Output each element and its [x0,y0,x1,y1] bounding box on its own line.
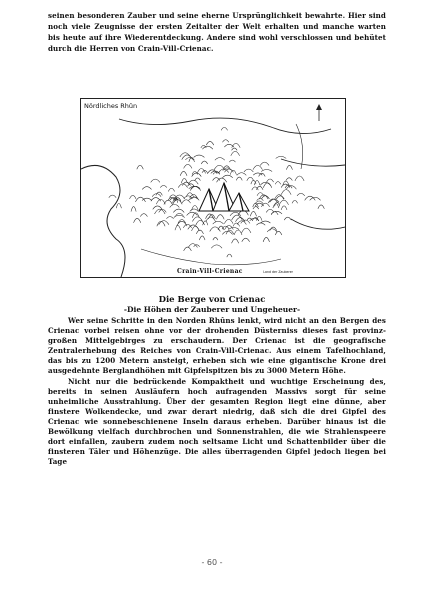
mountain-hatch [137,165,143,169]
mountain-hatch [206,141,214,145]
map-mountains [109,127,325,257]
mountain-hatch [228,227,239,229]
mountain-hatch [206,217,216,222]
mountain-hatch [190,209,198,211]
mountain-hatch [213,238,218,241]
mountain-hatch [151,179,160,182]
mountain-hatch [231,151,240,155]
mountain-hatch [222,175,232,178]
mountain-hatch [222,140,228,143]
mountain-hatch [180,171,187,175]
mountain-hatch [142,187,151,190]
mountain-hatch [196,230,203,234]
mountain-hatch [275,195,284,200]
mountain-hatch [180,153,191,157]
mountain-hatch [133,218,140,222]
mountain-hatch [247,177,254,181]
mountain-hatch [236,177,242,180]
map-border [291,219,345,229]
mountain-hatch [250,211,256,216]
mountain-hatch [184,164,192,168]
mountain-hatch [159,209,167,212]
mountain-hatch [130,195,136,198]
mountain-hatch [182,155,193,160]
mountain-hatch [181,179,187,184]
body-text [48,316,386,467]
mountain-hatch [160,186,167,188]
intro-text: seinen besonderen Zauber und seine eherne Ursprünglichkeit bewahrte. Hier sind noch viele Zeugnisse der ersten Zeitalter der Welt erhalten und manche warten bis heute auf ihre Wiederentdeckung. Andere sind wohl verschlossen und behütet durch die Herren von Crain-Vill-Crienac. [48,11,386,53]
mountain-hatch [109,195,116,198]
mountain-hatch [297,193,305,195]
map-central-peaks [199,183,249,211]
mountain-hatch [182,200,191,203]
mountain-hatch [318,205,324,209]
section-title: Die Berge von Crienac [158,295,266,305]
mountain-hatch [275,182,281,185]
mountain-hatch [135,197,145,202]
mountain-hatch [281,190,291,195]
mountain-hatch [201,161,207,164]
mountain-hatch [275,231,282,235]
mountain-hatch [281,206,287,210]
mountain-hatch [188,180,198,184]
mountain-hatch [254,180,260,185]
mountain-hatch [215,158,225,161]
mountain-hatch [173,209,184,212]
mountain-hatch [192,173,202,177]
mountain-hatch [168,188,174,191]
mountain-hatch [221,127,227,130]
mountain-hatch [166,217,173,219]
mountain-hatch [263,237,269,241]
mountain-hatch [244,169,253,172]
body-paragraph-1: Wer seine Schritte in den Norden Rhûns lenkt, wird nicht an den Bergen des Crienac vorbei reisen ohne vor der drohenden Düsterniss dieses fast provinz-großen Mittelgebirges zu erschaudern. Der Crienac ist die geografische Zentralerhebung des Reiches von Crain-Vill-Crienac. Aus einem Tafelhochland, das bis zu 1200 Metern ansteigt, erheben sich wie eine gigantische Krone drei ausgedehnte Berglandhöhen mit Gipfelspitzen bis zu 3000 Metern Höhe. [48,316,386,376]
mountain-hatch [232,148,238,150]
map-caption: Crain-Vill-Crienac [177,268,243,275]
map-scale-label: Land der Zauberer [263,270,293,274]
mountain-hatch [131,207,136,212]
mountain-hatch [257,199,264,201]
mountain-hatch [233,223,240,226]
mountain-hatch [279,200,288,205]
map-river [141,249,281,265]
mountain-hatch [273,204,279,208]
mountain-hatch [226,230,234,234]
mountain-hatch [214,165,225,170]
mountain-hatch [242,238,250,242]
mountain-hatch [261,203,269,207]
mountain-hatch [232,239,239,243]
map-region-label: Nördliches Rhûn [84,102,138,110]
mountain-hatch [227,254,232,257]
mountain-hatch [195,178,201,181]
mountain-hatch [284,217,291,220]
mountain-hatch [140,214,147,217]
mountain-hatch [229,160,235,162]
mountain-hatch [188,225,199,229]
mountain-hatch [252,187,259,190]
intro-paragraph [48,10,386,54]
mountain-hatch [170,204,180,207]
mountain-hatch [237,173,246,176]
section-heading [40,295,384,315]
mountain-hatch [261,196,269,199]
mountain-hatch [216,215,224,220]
mountain-hatch [260,162,269,165]
mountain-hatch [188,184,194,186]
mountain-hatch [175,226,181,231]
map-drawing [81,99,345,277]
mountain-hatch [266,209,274,212]
mountain-hatch [188,244,197,248]
mountain-hatch [253,165,262,169]
mountain-hatch [267,179,274,182]
mountain-hatch [153,206,162,209]
section-subtitle: -Die Höhen der Zauberer und Ungeheuer- [123,305,301,314]
mountain-hatch [184,247,192,251]
mountain-hatch [156,199,165,204]
mountain-hatch [211,245,222,248]
mountain-hatch [116,203,121,208]
map-illustration [80,98,346,278]
mountain-hatch [232,143,240,147]
mountain-hatch [197,168,206,173]
mountain-hatch [253,207,259,209]
mountain-hatch [256,223,265,225]
mountain-hatch [194,155,205,157]
mountain-hatch [201,145,206,148]
mountain-hatch [234,230,242,235]
mountain-hatch [263,183,271,188]
mountain-hatch [286,178,292,181]
mountain-hatch [230,170,236,174]
map-border [281,159,345,166]
mountain-hatch [247,218,252,220]
mountain-hatch [210,227,221,232]
mountain-hatch [286,165,292,169]
mountain-hatch [199,236,205,240]
mountain-hatch [189,197,200,200]
mountain-hatch [271,212,278,215]
mountain-hatch [202,146,212,149]
mountain-hatch [252,218,259,221]
mountain-hatch [276,156,286,158]
mountain-hatch [242,228,251,233]
north-arrow-icon [316,104,322,121]
map-coastline [81,165,125,277]
mountain-hatch [151,198,161,202]
body-paragraph-2: Nicht nur die bedrückende Kompaktheit und wuchtige Erscheinung des, bereits in seinen Ausläufern hoch aufragenden Massivs sorgt für seine unheimliche Ausstrahlung. Über der gesamten Region liegt eine dünne, aber finstere Wolkendecke, und zwar derart niedrig, daß sich die drei Gipfel des Crienac wie sonnebeschienene Inseln daraus erheben. Darüber hinaus ist die Bewölkung vielfach durchbrochen und Sonnenstrahlen, die wie Strahlenspeere dort einfallen, zaubern zudem noch seltsame Licht und Schattenbilder über die finsteren Täler und Höhenzüge. Die alles überragenden Gipfel jedoch liegen bei Tage [48,376,386,467]
mountain-hatch [267,229,277,232]
mountain-hatch [203,221,208,225]
mountain-hatch [295,176,304,181]
mountain-hatch [191,206,198,211]
page-number: - 60 - [201,558,223,567]
mountain-hatch [213,221,224,224]
mountain-hatch [183,224,191,228]
mountain-hatch [292,200,298,203]
map-river [296,124,303,169]
mountain-hatch [261,170,272,172]
